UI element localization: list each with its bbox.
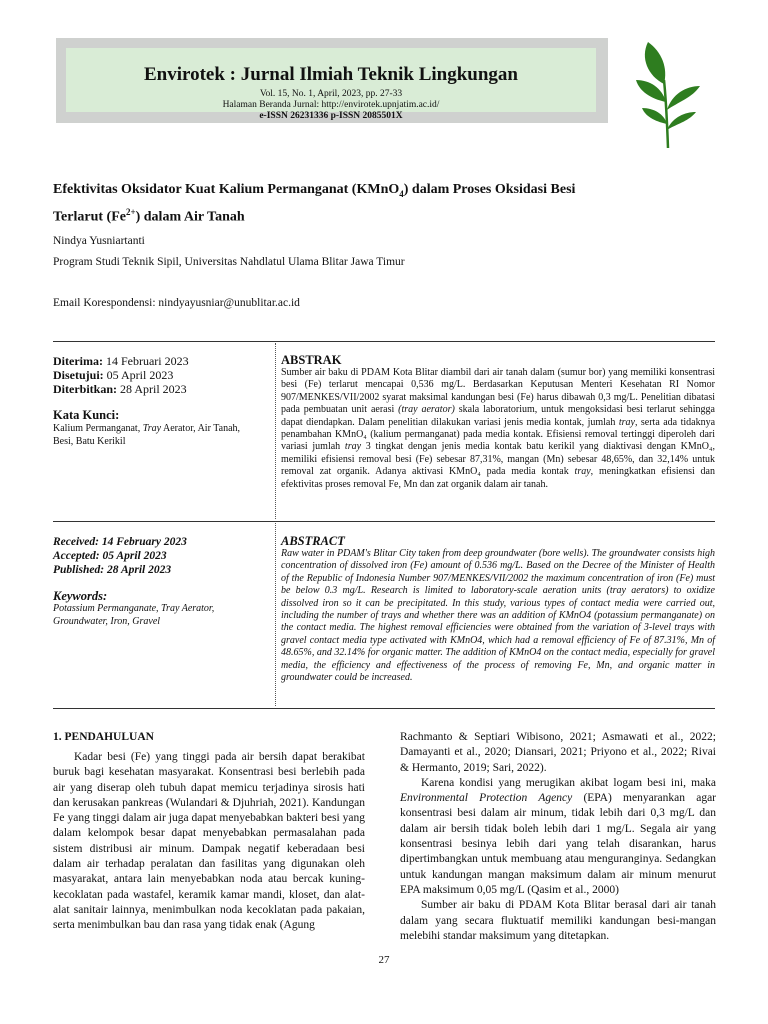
- received-date-en: Received: 14 February 2023: [53, 536, 187, 548]
- leaf-icon: [634, 40, 702, 148]
- divider: [53, 708, 715, 709]
- divider: [53, 341, 715, 342]
- divider: [53, 521, 715, 522]
- abstrak-text: Sumber air baku di PDAM Kota Blitar diambil dari air tanah dalam (sumur bor) yang memiliki konsentrasi besi (Fe) terlarut mencapai 0,536 mg/L. Berdasarkan Keputusan Menteri Kesehatan RI Nomor 907/MENKES/VII/2002 syarat maksimal kandungan besi (Fe) harus dibawah 0,3 mg/L. Penelitian dibatasi pada pembuatan unit aerasi (tray aerator) skala laboratorium, untuk mengoksidasi besi terlarut sehingga dapat diendapkan. Dalam penelitian dilakukan variasi jenis media kontak, jumlah tray, serta ada tidaknya penambahan KMnO₄ (kalium permanganat) pada media kontak. Efisiensi removal tertinggi diperoleh dari variasi jumlah tray 3 tingkat dengan jenis media kontak batu kerikil yang diaktivasi dengan KMnO₄, memiliki efisiensi removal besi (Fe) sebesar 87,31%, mangan (Mn) sebesar 48,65%, dan 32,14% untuk removal zat organik. Adanya aktivasi KMnO₄ pada media kontak tray, meningkatkan efisiensi dan efektivitas proses removal Fe, Mn dan zat organik dalam air tanah.: [281, 367, 716, 490]
- body-paragraph: Rachmanto & Septiari Wibisono, 2021; Asmawati et al., 2022; Damayanti et al., 2020; Diansari, 2021; Priyono et al., 2022; Rivai & Hermanto, 2019; Sari, 2022).: [400, 731, 716, 774]
- body-paragraph: Karena kondisi yang merugikan akibat logam besi ini, maka Environmental Protection Agency (EPA) menyarankan agar konsentrasi besi dalam air minum, tidak lebih dari 0,3 mg/L dan dalam air bersih tidak boleh lebih dari 1 mg/L. Segala air yang konsentrasi besinya lebih dari yang telah disarankan, harus dipertimbangkan untuk membuang atau menguranginya. Sedangkan untuk kandungan mangan maksimum dalam air minum menurut EPA maksimum 0,05 mg/L (Qasim et al., 2000): [400, 776, 717, 896]
- journal-homepage: Halaman Beranda Jurnal: http://envirotek.upnjatim.ac.id/: [222, 100, 440, 110]
- keywords-heading-en: Keywords:: [53, 589, 108, 603]
- keywords-list: Kalium Permanganat, Tray Aerator, Air Tanah, Besi, Batu Kerikil: [53, 423, 241, 447]
- page-number: 27: [378, 954, 390, 966]
- author-affiliation: Program Studi Teknik Sipil, Universitas Nahdlatul Ulama Blitar Jawa Timur: [53, 256, 405, 268]
- published-date-en: Published: 28 April 2023: [53, 564, 172, 576]
- received-date: Diterima: 14 Februari 2023: [53, 354, 189, 368]
- abstract-text: Raw water in PDAM's Blitar City taken from deep groundwater (bore wells). The groundwater consists high concentration of dissolved iron (Fe) amount of 0.536 mg/L. Based on the Decree of the Minister of Health of the Republic of Indonesia Number 907/MENKES/VII/2002 the maximum concentration of iron (Fe) must be below 0.3 mg/L. Research is limited to laboratory-scale aeration units (tray aerators) to oxidize dissolved iron so it can be precipitated. In this study, various types of contact media were carried out, including the number of trays and whether there was an addition of KMnO4 (potassium permanganate) on the contact media. The highest removal efficiencies were obtained from the variation of 3-level trays with gravel contact media type activated with KMnO4, which had a removal efficiency of Fe of 87.31%, Mn of 48.65%, and 32.14% for organic matter. The addition of KMnO4 on the contact media, especially for gravel media, the efficiency and effectiveness of the process of removing Fe, Mn, and organic matter in groundwater could be increased.: [281, 548, 715, 684]
- body-paragraph: Sumber air baku di PDAM Kota Blitar berasal dari air tanah dalam yang secara fluktuatif memiliki kandungan besi-mangan melebihi standar maksimum yang ditetapkan.: [400, 899, 716, 942]
- accepted-date-en: Accepted: 05 April 2023: [53, 550, 167, 562]
- journal-volume: Vol. 15, No. 1, April, 2023, pp. 27-33: [259, 89, 403, 99]
- body-column-left: [53, 750, 365, 934]
- body-paragraph: Kadar besi (Fe) yang tinggi pada air bersih dapat berakibat buruk bagi kesehatan masyarakat. Konsentrasi besi berlebih pada air yang diserap oleh tubuh dapat memicu terjadinya sirosis hati dan kerusakan pankreas (Wulandari & Djuhriah, 2021). Kandungan Fe yang tinggi dalam air juga dapat menyebabkan bakteri besi yang dalam kelompok besar dapat menyebabkan permasalahan pada sistem distribusi air minum. Dampak negatif keberadaan besi dalam air terhadap peralatan dan fasilitas yang digunakan oleh masyarakat, antara lain menyebabkan noda atau bercak kuning-kecoklatan pada wastafel, keramik kamar mandi, kloset, dan alat-alat sanitair lainnya, menimbulkan noda kecoklatan pada pakaian, serta menimbulkan bau dan rasa yang tidak enak (Agung: [53, 751, 365, 932]
- correspondence-email: Email Korespondensi: nindyayusniar@unublitar.ac.id: [53, 297, 300, 309]
- journal-title: Envirotek : Jurnal Ilmiah Teknik Lingkungan: [144, 64, 518, 85]
- author-name: Nindya Yusniartanti: [53, 235, 145, 247]
- column-divider: [275, 523, 276, 706]
- keywords-heading: Kata Kunci:: [53, 408, 120, 422]
- keywords-list-en: Potassium Permanganate, Tray Aerator, Groundwater, Iron, Gravel: [53, 603, 215, 627]
- paper-title: Efektivitas Oksidator Kuat Kalium Permanganat (KMnO$_4$) dalam Proses Oksidasi Besi Terlarut $(Fe^{2+})$ dalam Air Tanah: [53, 182, 576, 225]
- column-divider: [275, 343, 276, 519]
- accepted-date: Disetujui: 05 April 2023: [53, 368, 174, 382]
- section-heading: 1. PENDAHULUAN: [53, 731, 154, 743]
- body-column-right: [400, 730, 716, 944]
- abstract-heading: ABSTRACT: [281, 534, 345, 548]
- abstrak-heading: ABSTRAK: [281, 353, 342, 367]
- journal-issn: e-ISSN 26231336 p-ISSN 2085501X: [259, 111, 403, 121]
- published-date: Diterbitkan: 28 April 2023: [53, 382, 187, 396]
